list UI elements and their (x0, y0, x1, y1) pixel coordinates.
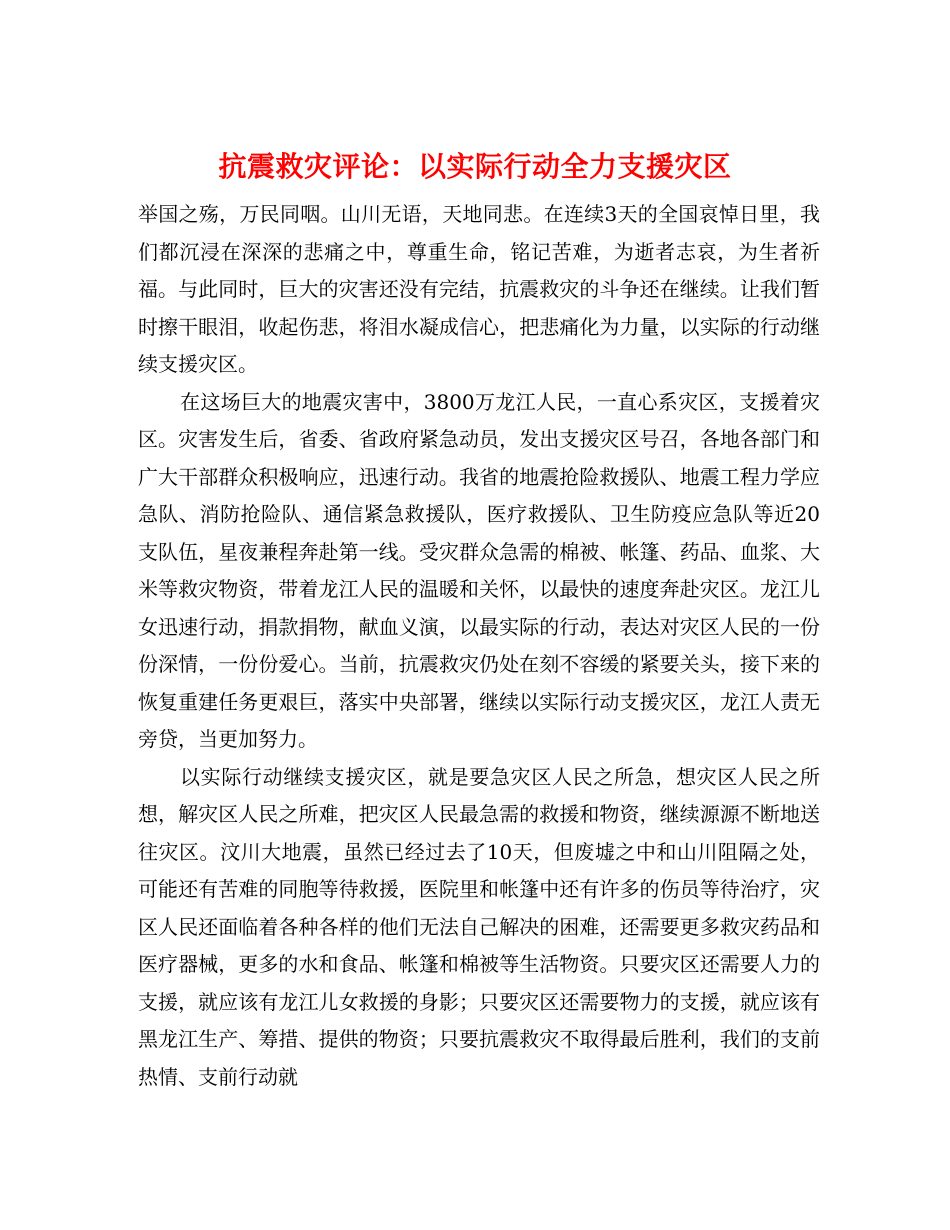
document-title: 抗震救灾评论：以实际行动全力支援灾区 (218, 149, 732, 183)
paragraph-2: 在这场巨大的地震灾害中，3800万龙江人民，一直心系灾区，支援着灾区。灾害发生后，省委、省政府紧急动员，发出支援灾区号召，各地各部门和广大干部群众积极响应，迅速行动。我省的地震抢险救援队、地震工程力学应急队、消防抢险队、通信紧急救援队，医疗救援队、卫生防疫应急队等近20支队伍，星夜兼程奔赴第一线。受灾群众急需的棉被、帐篷、药品、血浆、大米等救灾物资，带着龙江人民的温暖和关怀，以最快的速度奔赴灾区。龙江儿女迅速行动，捐款捐物，献血义演，以最实际的行动，表达对灾区人民的一份份深情，一份份爱心。当前，抗震救灾仍处在刻不容缓的紧要关头，接下来的恢复重建任务更艰巨，落实中央部署，继续以实际行动支援灾区，龙江人责无旁贷，当更加努力。 (138, 389, 820, 751)
paragraph-1: 举国之殇，万民同咽。山川无语，天地同悲。在连续3天的全国哀悼日里，我们都沉浸在深深的悲痛之中，尊重生命，铭记苦难，为逝者志哀，为生者祈福。与此同时，巨大的灾害还没有完结，抗震救灾的斗争还在继续。让我们暂时擦干眼泪，收起伤悲，将泪水凝成信心，把悲痛化为力量，以实际的行动继续支援灾区。 (138, 202, 820, 376)
document-body (138, 196, 820, 1096)
paragraph-3: 以实际行动继续支援灾区，就是要急灾区人民之所急，想灾区人民之所想，解灾区人民之所难，把灾区人民最急需的救援和物资，继续源源不断地送往灾区。汶川大地震，虽然已经过去了10天，但废墟之中和山川阻隔之处，可能还有苦难的同胞等待救援，医院里和帐篷中还有许多的伤员等待治疗，灾区人民还面临着各种各样的他们无法自己解决的困难，还需要更多救灾药品和医疗器械，更多的水和食品、帐篷和棉被等生活物资。只要灾区还需要人力的支援，就应该有龙江儿女救援的身影；只要灾区还需要物力的支援，就应该有黑龙江生产、筹措、提供的物资；只要抗震救灾不取得最后胜利，我们的支前热情、支前行动就 (138, 764, 820, 1089)
